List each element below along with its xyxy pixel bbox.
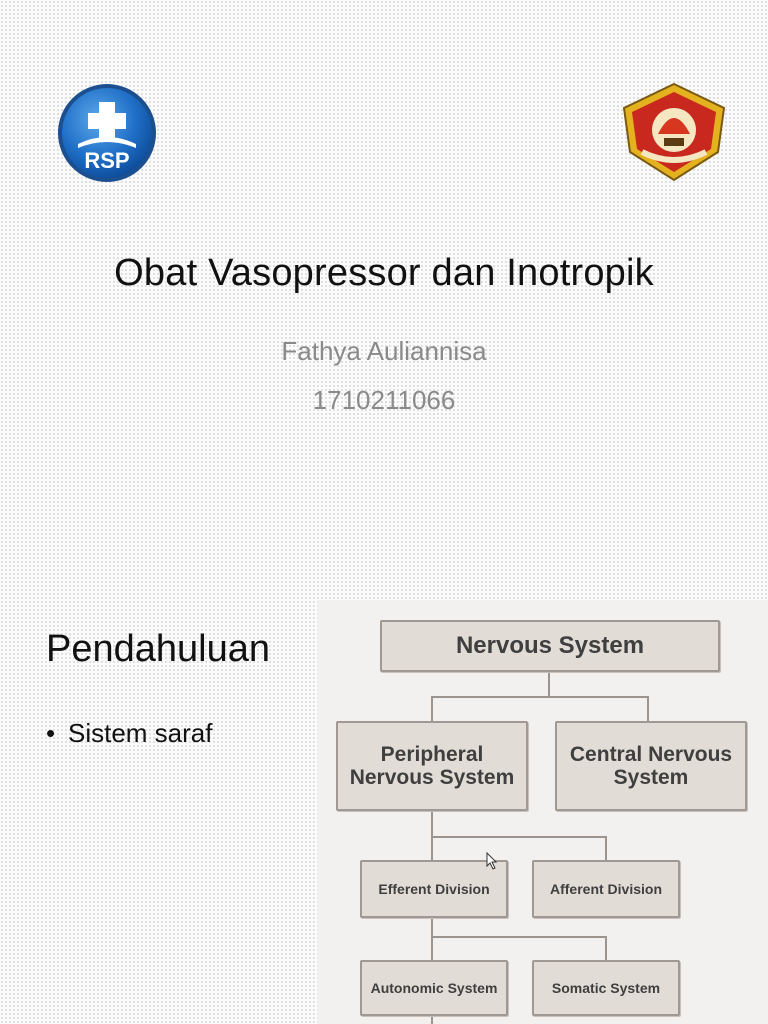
connector-line xyxy=(605,936,607,960)
node-afferent-division: Afferent Division xyxy=(532,860,680,918)
upn-veteran-logo xyxy=(620,82,728,182)
connector-line xyxy=(431,696,649,698)
student-id: 1710211066 xyxy=(312,385,456,415)
rsp-logo xyxy=(56,82,158,184)
bullet-item xyxy=(46,718,213,749)
node-somatic-system: Somatic System xyxy=(532,960,680,1016)
connector-line xyxy=(431,696,433,721)
bullet-marker: • xyxy=(46,718,56,748)
connector-line xyxy=(605,836,607,860)
content-slide xyxy=(0,600,768,1024)
slide-heading: Pendahuluan xyxy=(46,628,270,670)
slide-title: Obat Vasopressor dan Inotropik xyxy=(114,252,654,294)
node-central-nervous-system: Central Nervous System xyxy=(555,721,747,811)
connector-line xyxy=(647,696,649,721)
node-nervous-system: Nervous System xyxy=(380,620,720,672)
connector-line xyxy=(431,836,607,838)
svg-text:RSP: RSP xyxy=(84,148,130,173)
connector-line xyxy=(431,936,607,938)
connector-line xyxy=(548,670,550,696)
node-efferent-division: Efferent Division xyxy=(360,860,508,918)
bullet-text: Sistem saraf xyxy=(68,718,213,748)
node-peripheral-nervous-system: Peripheral Nervous System xyxy=(336,721,528,811)
cursor-icon xyxy=(486,852,498,870)
nervous-system-diagram xyxy=(318,600,768,1024)
author-name: Fathya Auliannisa xyxy=(281,336,487,366)
node-autonomic-system: Autonomic System xyxy=(360,960,508,1016)
